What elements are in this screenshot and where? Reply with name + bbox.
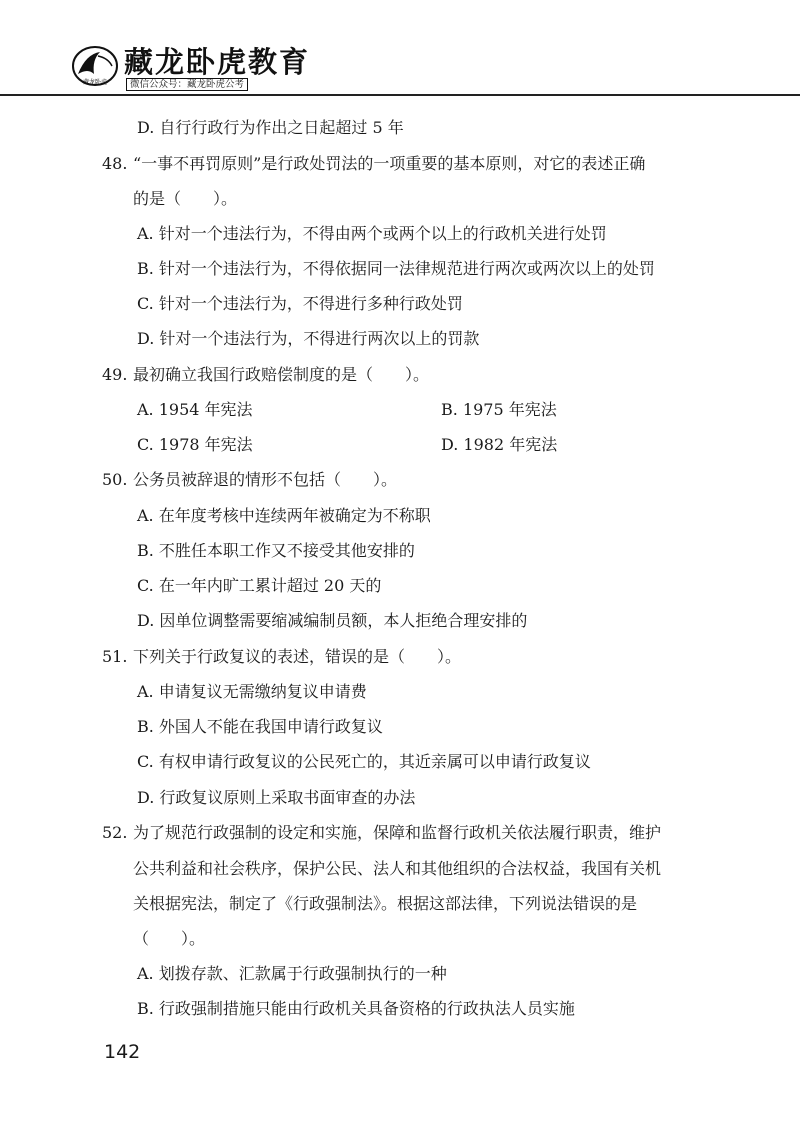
- q50-stem-line1: 公务员被辞退的情形不包括（ ）。: [133, 470, 398, 489]
- q50-option-d: D. 因单位调整需要缩减编制员额，本人拒绝合理安排的: [137, 611, 528, 630]
- q52-option-a: A. 划拨存款、汇款属于行政强制执行的一种: [137, 964, 447, 983]
- q47-option-d: D. 自行行政行为作出之日起超过 5 年: [137, 118, 404, 137]
- q49-option-b: B. 1975 年宪法: [441, 400, 557, 419]
- page-header: [0, 0, 800, 96]
- q48-option-d: D. 针对一个违法行为，不得进行两次以上的罚款: [137, 329, 480, 348]
- logo-caption: 藏龙卧虎: [82, 79, 108, 86]
- q52-number: 52.: [102, 823, 128, 842]
- q49-option-c: C. 1978 年宪法: [137, 435, 253, 454]
- brand-subtitle: 微信公众号：藏龙卧虎公考: [126, 78, 248, 91]
- q48-option-b: B. 针对一个违法行为，不得依据同一法律规范进行两次或两次以上的处罚: [137, 259, 655, 278]
- q48-stem-line2: 的是（ ）。: [133, 189, 238, 208]
- q51-option-b: B. 外国人不能在我国申请行政复议: [137, 717, 383, 736]
- q51-number: 51.: [102, 647, 128, 666]
- q49-option-a: A. 1954 年宪法: [137, 400, 253, 419]
- q48-stem-line1: “一事不再罚原则”是行政处罚法的一项重要的基本原则，对它的表述正确: [133, 154, 646, 173]
- q52-stem-line4: （ ）。: [133, 929, 206, 948]
- q52-stem-line3: 关根据宪法，制定了《行政强制法》。根据这部法律，下列说法错误的是: [133, 894, 638, 913]
- q49-number: 49.: [102, 365, 128, 384]
- page-number: 142: [104, 1041, 141, 1063]
- q51-option-d: D. 行政复议原则上采取书面审查的办法: [137, 788, 416, 807]
- q48-option-c: C. 针对一个违法行为，不得进行多种行政处罚: [137, 294, 463, 313]
- q48-number: 48.: [102, 154, 128, 173]
- brand-logo-icon: [70, 44, 120, 90]
- q49-stem-line1: 最初确立我国行政赔偿制度的是（ ）。: [133, 365, 430, 384]
- q50-option-a: A. 在年度考核中连续两年被确定为不称职: [137, 506, 431, 525]
- header-divider: [0, 94, 800, 96]
- brand-title: 藏龙卧虎教育: [124, 45, 311, 79]
- q52-stem-line1: 为了规范行政强制的设定和实施，保障和监督行政机关依法履行职责，维护: [133, 823, 662, 842]
- q50-option-b: B. 不胜任本职工作又不接受其他安排的: [137, 541, 415, 560]
- q51-stem-line1: 下列关于行政复议的表述，错误的是（ ）。: [133, 647, 462, 666]
- q48-option-a: A. 针对一个违法行为，不得由两个或两个以上的行政机关进行处罚: [137, 224, 607, 243]
- q52-stem-line2: 公共利益和社会秩序，保护公民、法人和其他组织的合法权益，我国有关机: [133, 859, 662, 878]
- q50-number: 50.: [102, 470, 128, 489]
- q51-option-c: C. 有权申请行政复议的公民死亡的，其近亲属可以申请行政复议: [137, 752, 591, 771]
- q51-option-a: A. 申请复议无需缴纳复议申请费: [137, 682, 367, 701]
- q49-option-d: D. 1982 年宪法: [441, 435, 558, 454]
- q50-option-c: C. 在一年内旷工累计超过 20 天的: [137, 576, 382, 595]
- q52-option-b: B. 行政强制措施只能由行政机关具备资格的行政执法人员实施: [137, 999, 575, 1018]
